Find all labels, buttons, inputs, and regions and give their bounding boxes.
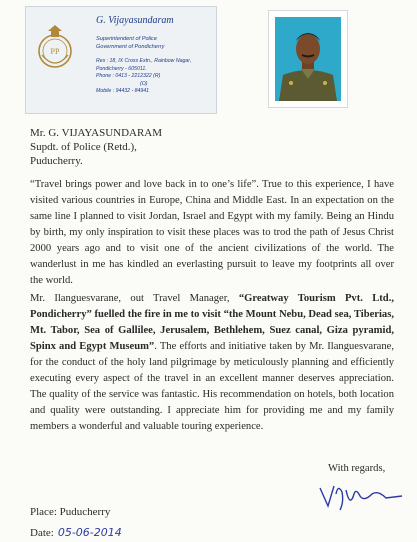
visiting-card: [25, 6, 217, 114]
closing-regards: With regards,: [328, 463, 386, 474]
recipient-address: [30, 126, 162, 168]
card-title: Superintendent of Police Government of Pondicherry: [96, 36, 165, 50]
date-line: Date: 05-06-2014: [30, 526, 122, 539]
person-portrait-icon: [275, 17, 341, 101]
paragraph-1: “Travel brings power and love back in to one’s life”. True to this experience, I have visited various countries in Europe, China and Middle East. In an expectation on the same line I planned to visit Jordan, Israel and Egypt with my family. Being an Hindu by birth, my only inspiration to visit these places was to trod the path of Jesus Christ 2000 years ago and to visit one of the ancient civilizations of the world. The wanderlust in me has kindled an everlasting pursuit to leave my footprints all over the world.: [30, 179, 394, 286]
recipient-name: Mr. G. VIJAYASUNDARAM: [30, 127, 163, 139]
card-name: G. Vijayasundaram: [96, 15, 174, 26]
emblem-seal-icon: [32, 21, 78, 77]
card-address: Res : 18, IX Cross Extn., Rainbow Nagar, Pondicherry - 605011. Phone : 0413 - 2212322 (R) (O) Mobile : 94432 - 84941: [96, 58, 192, 94]
signature-icon: [316, 480, 406, 512]
paragraph-2: Mr. Ilanguesvarane, out Travel Manager, “Greatway Tourism Pvt. Ltd., Pondicherry” fuelled the fire in me to visit “the Mount Nebu, Dead sea, Tiberias, Mt. Tabor, Sea of Gallilee, Jerusalem, Bethlehem, Suez canal, Giza pyramid, Spinx and Egypt Museum”. The efforts and initiative taken by Mr. Ilanguesvarane, for the conduct of the holy land pilgrimage by meticulously planning and efficiently executing every aspect of the travel in an excellent manner deserves appreciation. The quality of the service was fantastic. His recommendation on hotels, both location and quality were outstanding. I appreciate him for providing me and my family members a wonderful and valuable touring experience.: [30, 293, 395, 432]
recipient-city: Puducherry.: [30, 155, 83, 167]
highlight-text: “Greatway Tourism Pvt. Ltd., Pondicherry” fuelled the fire in me to visit “the Mount Nebu, Dead sea, Tiberias, Mt. Tabor, Sea of Gallilee, Jerusalem, Bethlehem, Suez canal, Giza pyramid, Spinx and Egypt Museum”: [30, 293, 394, 352]
recipient-designation: Supdt. of Police (Retd.),: [30, 141, 137, 153]
date-value: 05-06-2014: [57, 526, 122, 539]
svg-text:PP: PP: [50, 47, 60, 56]
place-line: Place: Puducherry: [30, 506, 111, 518]
portrait-photo: [268, 10, 348, 108]
